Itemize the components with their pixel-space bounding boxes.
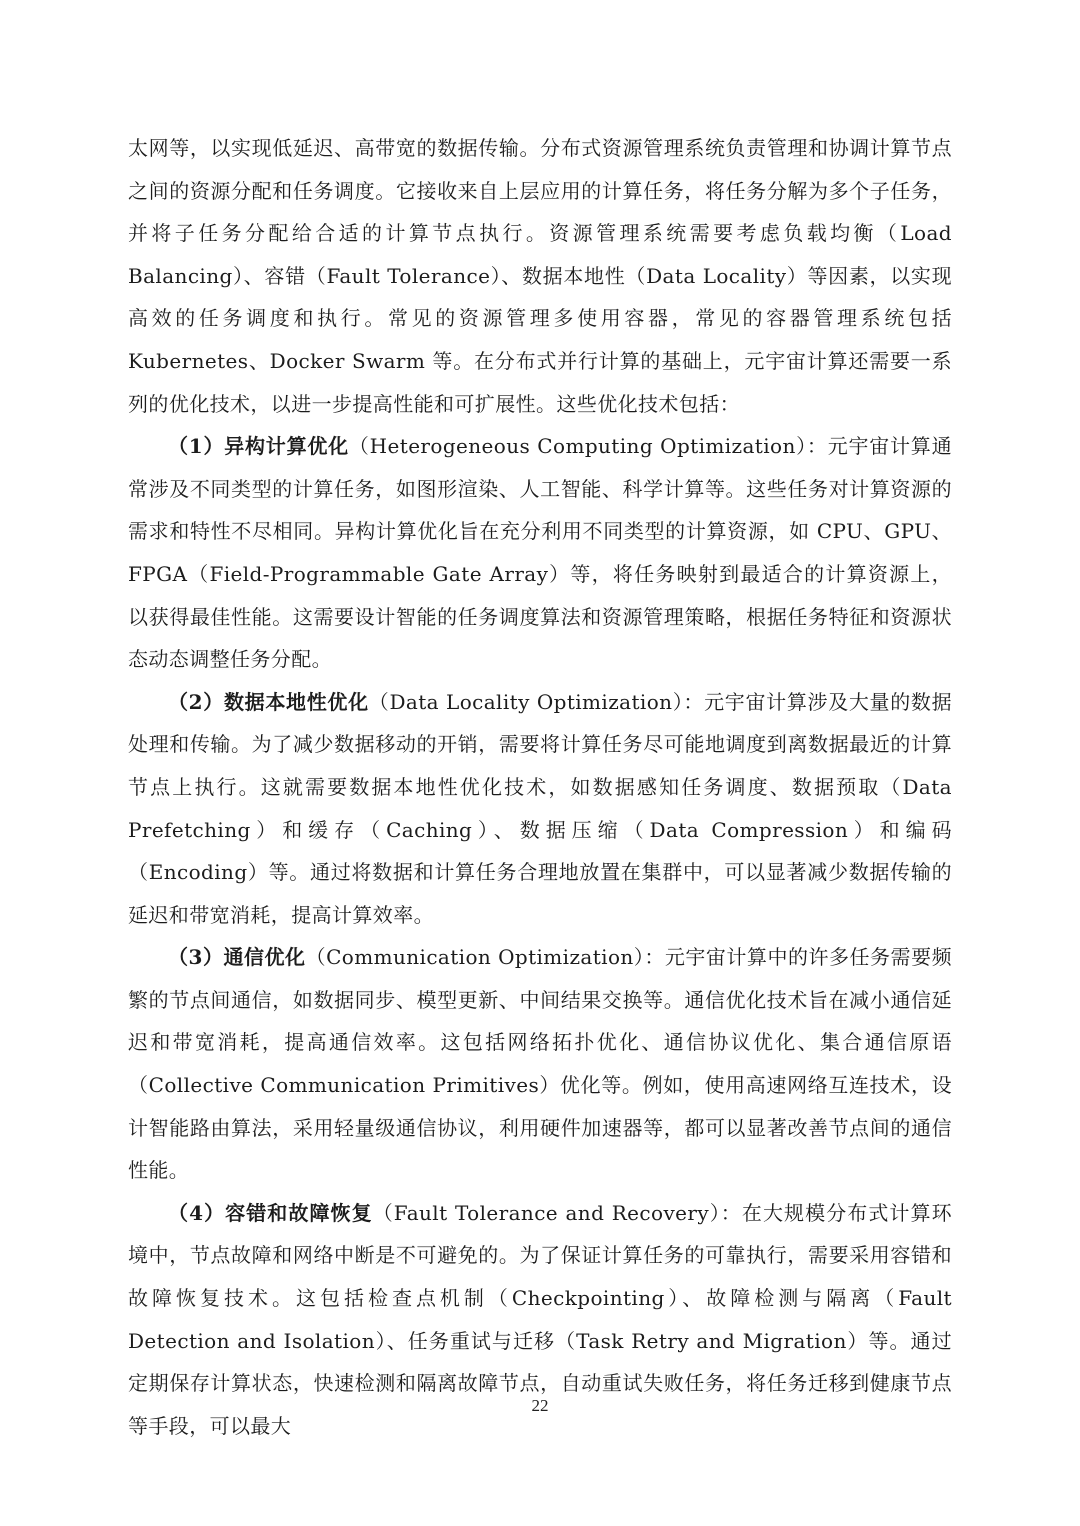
section-text: （Communication Optimization）：元宇宙计算中的许多任务需要频繁的节点间通信，如数据同步、模型更新、中间结果交换等。通信优化技术旨在减小通信延迟和带宽消耗，提高通信效率。这包括网络拓扑优化、通信协议优化、集合通信原语（Collective Communication Primitives）优化等。例如，使用高速网络互连技术，设计智能路由算法，采用轻量级通信协议，利用硬件加速器等，都可以显著改善节点间的通信性能。 bbox=[128, 945, 953, 1183]
section-text: （Heterogeneous Computing Optimization）：元宇宙计算通常涉及不同类型的计算任务，如图形渲染、人工智能、科学计算等。这些任务对计算资源的需求和特性不尽相同。异构计算优化旨在充分利用不同类型的计算资源，如 CPU、GPU、FPGA（Field-Programmable Gate Array）等，将任务映射到最适合的计算资源上，以获得最佳性能。这需要设计智能的任务调度算法和资源管理策略，根据任务特征和资源状态动态调整任务分配。 bbox=[128, 434, 952, 672]
section-text: （Fault Tolerance and Recovery）：在大规模分布式计算环境中，节点故障和网络中断是不可避免的。为了保证计算任务的可靠执行，需要采用容错和故障恢复技术。这包括检查点机制（Checkpointing）、故障检测与隔离（Fault Detection and Isolation）、任务重试与迁移（Task Retry and Migration）等。通过定期保存计算状态，快速检测和隔离故障节点，自动重试失败任务，将任务迁移到健康节点等手段，可以最大 bbox=[128, 1200, 952, 1438]
intro-paragraph: 太网等，以实现低延迟、高带宽的数据传输。分布式资源管理系统负责管理和协调计算节点之间的资源分配和任务调度。它接收来自上层应用的计算任务，将任务分解为多个子任务，并将子任务分配给合适的计算节点执行。资源管理系统需要考虑负载均衡（Load Balancing）、容错（Fault Tolerance）、数据本地性（Data Locality）等因素，以实现高效的任务调度和执行。常见的资源管理多使用容器，常见的容器管理系统包括 Kubernetes、Docker Swarm 等。在分布式并行计算的基础上，元宇宙计算还需要一系列的优化技术，以进一步提高性能和可扩展性。这些优化技术包括： bbox=[128, 136, 952, 416]
section-heading: （1）异构计算优化 bbox=[168, 434, 349, 459]
section-heading: （3）通信优化 bbox=[168, 945, 306, 970]
section-heading: （2）数据本地性优化 bbox=[168, 689, 369, 714]
section-paragraph-communication bbox=[128, 936, 952, 1192]
section-paragraph-data-locality bbox=[128, 681, 952, 937]
body-text bbox=[128, 127, 952, 1447]
section-paragraph-heterogeneous bbox=[128, 425, 952, 681]
page-number: 22 bbox=[531, 1396, 549, 1415]
section-text: （Data Locality Optimization）：元宇宙计算涉及大量的数据处理和传输。为了减少数据移动的开销，需要将计算任务尽可能地调度到离数据最近的计算节点上执行。这就需要数据本地性优化技术，如数据感知任务调度、数据预取（Data Prefetching）和缓存（Caching）、数据压缩（Data Compression）和编码（Encoding）等。通过将数据和计算任务合理地放置在集群中，可以显著减少数据传输的延迟和带宽消耗，提高计算效率。 bbox=[128, 689, 953, 927]
section-heading: （4）容错和故障恢复 bbox=[168, 1200, 373, 1225]
